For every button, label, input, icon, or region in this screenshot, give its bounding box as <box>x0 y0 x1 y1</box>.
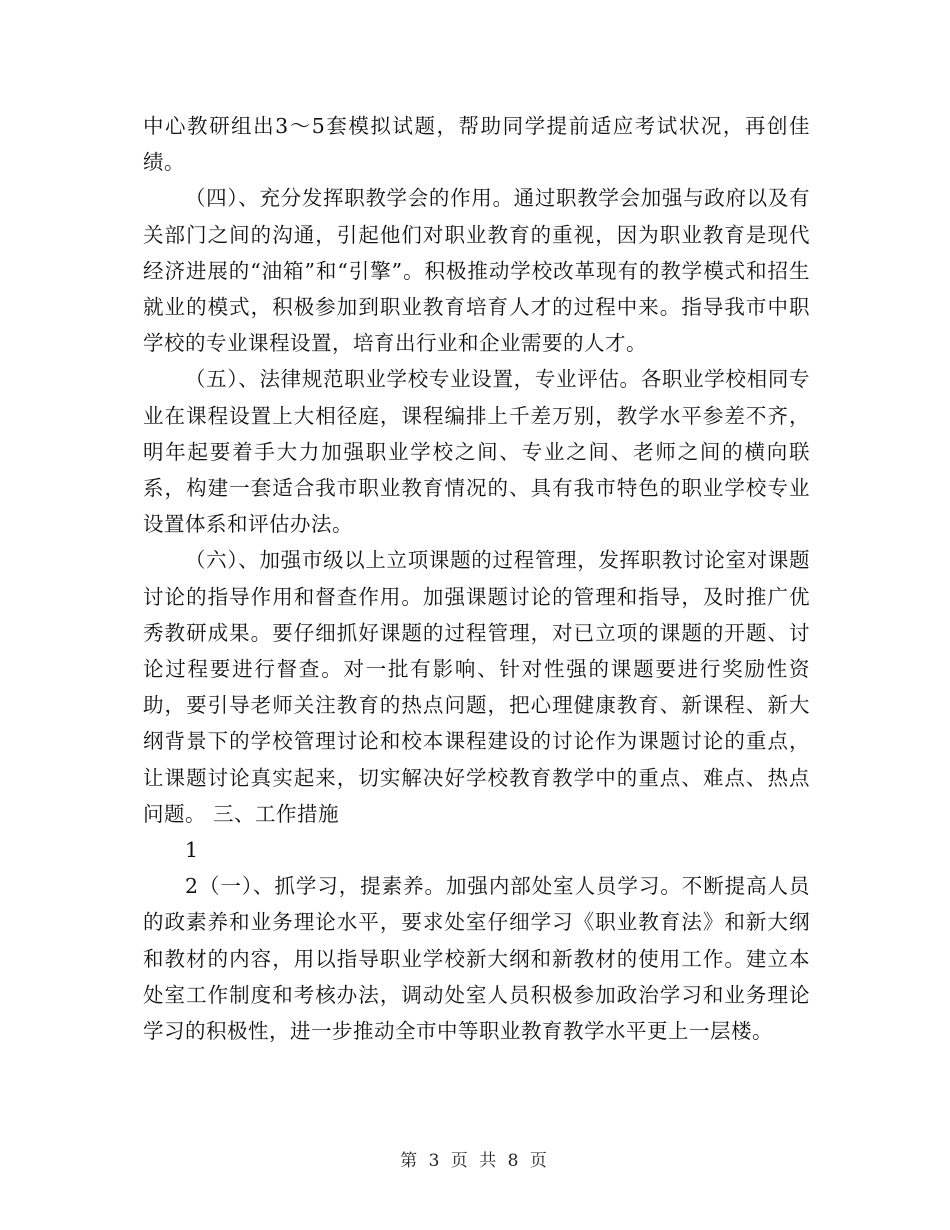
paragraph-number-1: 1 <box>185 838 199 863</box>
paragraph-section-6: （六）、加强市级以上立项课题的过程管理，发挥职教讨论室对课题讨论的指导作用和督查作用。加强课题讨论的管理和指导，及时推广优秀教研成果。要仔细抓好课题的过程管理，对已立项的课题的开题、讨论过程要进行督查。对一批有影响、针对性强的课题要进行奖励性资助，要引导老师关注教育的热点问题，把心理健康教育、新课程、新大纲背景下的学校管理讨论和校本课程建设的讨论作为课题讨论的重点，让课题讨论真实起来，切实解决好学校教育教学中的重点、难点、热点问题。 三、工作措施 <box>143 548 810 826</box>
document-body <box>143 108 810 1049</box>
page-number-footer: 第 3 页 共 8 页 <box>400 1151 550 1171</box>
paragraph-section-4: （四）、充分发挥职教学会的作用。通过职教学会加强与政府以及有关部门之间的沟通，引起他们对职业教育的重视，因为职业教育是现代经济进展的“油箱”和“引擎”。积极推动学校改革现有的教学模式和招生就业的模式，积极参加到职业教育培育人才的过程中来。指导我市中职学校的专业课程设置，培育出行业和企业需要的人才。 <box>143 186 810 356</box>
paragraph-section-5: （五）、法律规范职业学校专业设置，专业评估。各职业学校相同专业在课程设置上大相径庭，课程编排上千差万别，教学水平参差不齐，明年起要着手大力加强职业学校之间、专业之间、老师之间的横向联系，构建一套适合我市职业教育情况的、具有我市特色的职业学校专业设置体系和评估办法。 <box>143 367 810 537</box>
paragraph-continuation: 中心教研组出3～5套模拟试题，帮助同学提前适应考试状况，再创佳绩。 <box>143 114 810 175</box>
paragraph-measure-1: 2（一）、抓学习，提素养。加强内部处室人员学习。不断提高人员的政素养和业务理论水平，要求处室仔细学习《职业教育法》和新大纲和教材的内容，用以指导职业学校新大纲和新教材的使用工作。建立本处室工作制度和考核办法，调动处室人员积极参加政治学习和业务理论学习的积极性，进一步推动全市中等职业教育教学水平更上一层楼。 <box>143 874 810 1044</box>
